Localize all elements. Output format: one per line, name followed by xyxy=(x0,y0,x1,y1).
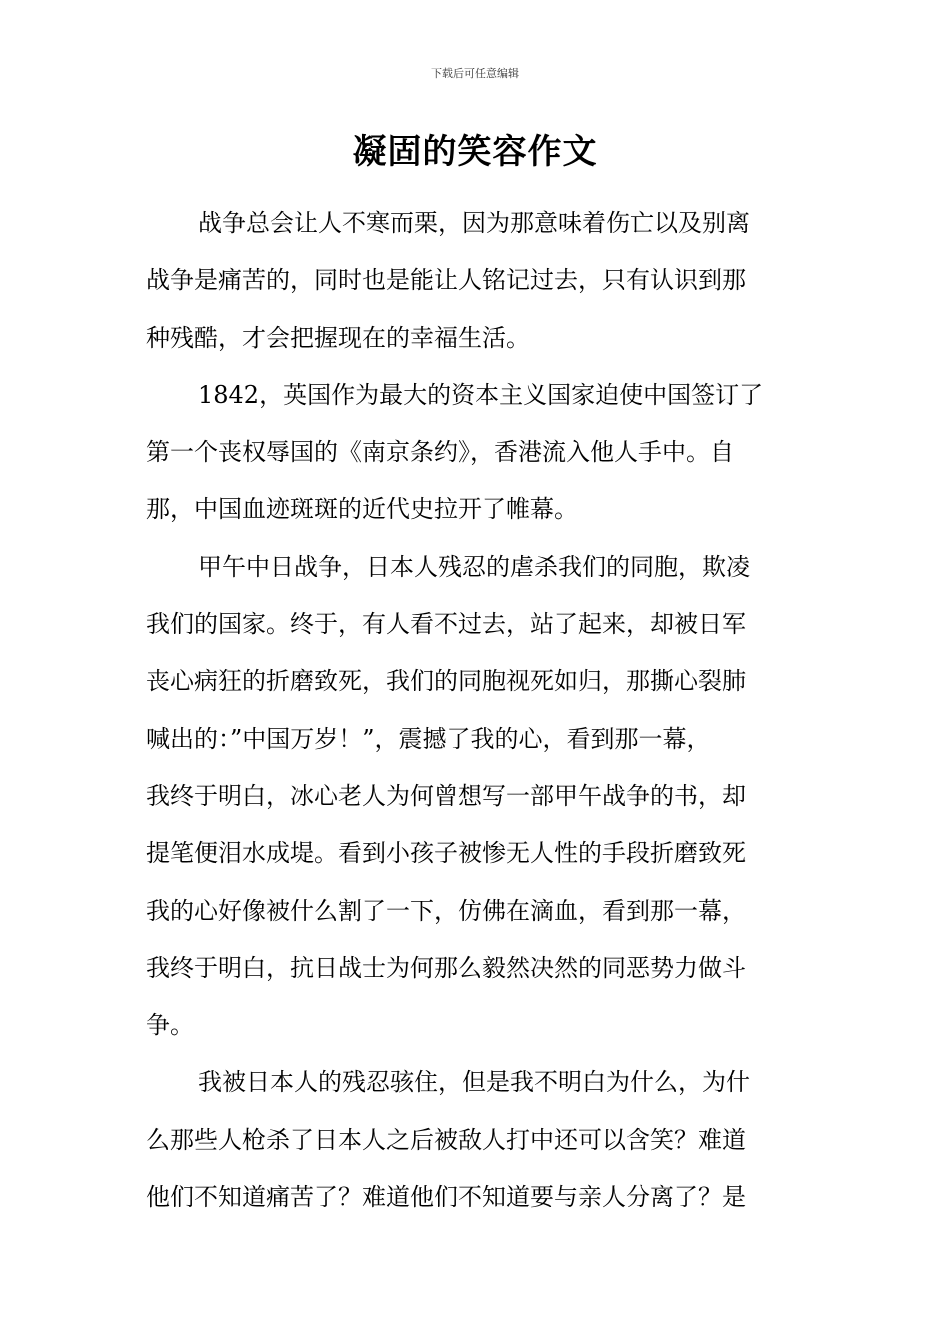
paragraph-line: 战争是痛苦的，同时也是能让人铭记过去，只有认识到那 xyxy=(146,266,746,295)
paragraph-line: 么那些人枪杀了日本人之后被敌人打中还可以含笑？难道 xyxy=(146,1125,746,1154)
paragraph-line: 争。 xyxy=(146,1011,194,1040)
document-body xyxy=(146,195,808,1226)
paragraph-line: 丧心病狂的折磨致死，我们的同胞视死如归，那撕心裂肺 xyxy=(146,667,746,696)
paragraph-line: 我终于明白，冰心老人为何曾想写一部甲午战争的书，却 xyxy=(146,781,746,810)
header-note: 下载后可任意编辑 xyxy=(431,67,519,80)
paragraph-line: 他们不知道痛苦了？难道他们不知道要与亲人分离了？是 xyxy=(146,1183,746,1212)
paragraph-line: 喊出的：”中国万岁！”，震撼了我的心，看到那一幕， xyxy=(146,724,711,753)
paragraph-line: 第一个丧权辱国的《南京条约》，香港流入他人手中。自 xyxy=(146,438,734,467)
paragraph-line: 我被日本人的残忍骇住，但是我不明白为什么，为什 xyxy=(198,1068,750,1097)
paragraph-line: 种残酷，才会把握现在的幸福生活。 xyxy=(146,323,530,352)
paragraph-line: 战争总会让人不寒而栗，因为那意味着伤亡以及别离 xyxy=(198,209,750,237)
paragraph-line: 提笔便泪水成堤。看到小孩子被惨无人性的手段折磨致死 xyxy=(146,839,746,868)
document-title: 凝固的笑容作文 xyxy=(352,132,598,172)
paragraph-line: 我终于明白，抗日战士为何那么毅然决然的同恶势力做斗 xyxy=(146,953,746,982)
paragraph-line: 我的心好像被什么割了一下，仿佛在滴血，看到那一幕， xyxy=(146,896,746,925)
paragraph-line: 甲午中日战争，日本人残忍的虐杀我们的同胞，欺凌 xyxy=(198,552,750,581)
paragraph-line: 1842，英国作为最大的资本主义国家迫使中国签订了 xyxy=(198,380,764,409)
paragraph-line: 那，中国血迹斑斑的近代史拉开了帷幕。 xyxy=(146,495,578,524)
paragraph-line: 我们的国家。终于，有人看不过去，站了起来，却被日军 xyxy=(146,610,746,639)
